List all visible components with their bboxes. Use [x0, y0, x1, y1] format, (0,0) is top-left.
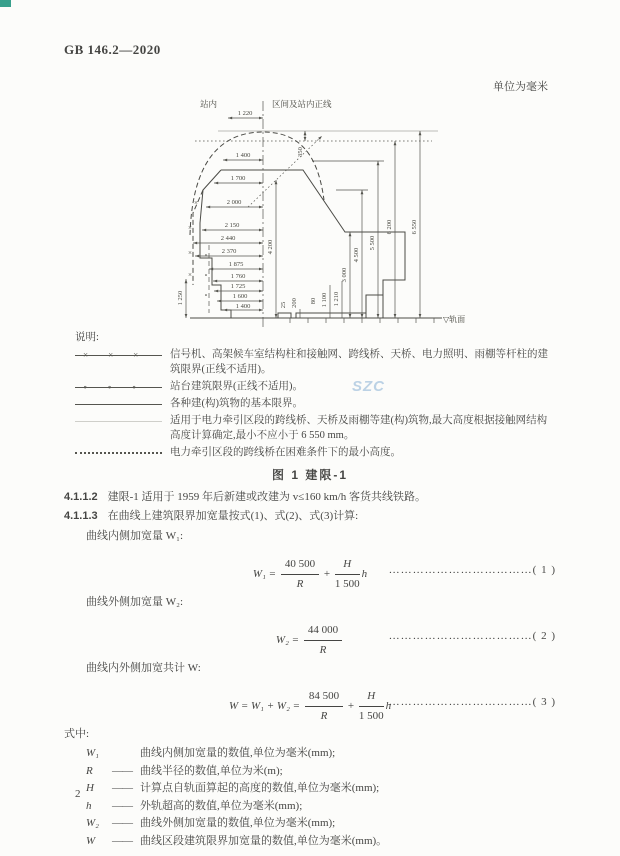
legend-text: 各种建(构)筑物的基本限界。 — [170, 398, 303, 409]
dim-350-label: 350 — [297, 147, 304, 157]
definition-dash: —— — [112, 764, 132, 777]
legend-text: 适用于电力牵引区段的跨线桥、天桥及雨棚等建(构)筑物,最大高度根据接触网结构高度计算确定,最小不应小于 6 550 mm。 — [170, 415, 548, 441]
legend-text: 电力牵引区段的跨线桥在困难条件下的最小高度。 — [170, 447, 401, 458]
gauge-diagram — [100, 95, 500, 335]
definition-row — [86, 763, 556, 781]
step-block-right — [366, 280, 383, 318]
reference-lines — [190, 101, 442, 327]
dim-1725-label: 1 725 — [230, 283, 246, 290]
clause-text: 建限-1 适用于 1959 年后新建或改建为 v≤160 km/h 客货共线铁路。 — [107, 491, 426, 503]
o-markers — [205, 253, 208, 299]
formula-1-row — [64, 554, 556, 590]
legend-sample-o-line — [75, 380, 170, 394]
formula-3: W = W₁ + W₂ = $\frac{84 500}{R}$ + $\frac{H}{1 500}$ h — [228, 690, 392, 722]
definition-dash: —— — [112, 817, 132, 829]
legend — [75, 330, 553, 462]
formula-2-row — [64, 620, 556, 656]
where-label: 式中: — [64, 728, 90, 740]
definition-text: 计算点自轨面算起的高度的数值,单位为毫米(mm); — [140, 782, 380, 794]
svg-text:×: × — [188, 271, 192, 279]
dim-3000-label: 3 000 — [341, 267, 348, 283]
dim-25-label: 25 — [280, 301, 287, 309]
dim-6550-label: 6 550 — [411, 219, 418, 235]
dim-2370-label: 2 370 — [221, 248, 237, 255]
definition-symbol: W₂ — [86, 817, 99, 829]
definition-text: 曲线内侧加宽量的数值,单位为毫米(mm); — [140, 747, 336, 759]
definition-symbol: H — [86, 782, 94, 794]
dim-200-label: 200 — [291, 298, 298, 308]
legend-title: 说明: — [75, 332, 99, 343]
definition-row — [86, 815, 556, 833]
definition-dash: —— — [112, 834, 132, 847]
o-line-marks: ∘∘∘ — [83, 382, 157, 392]
legend-sample-gray-line — [75, 414, 170, 428]
formula-3-row — [64, 686, 556, 722]
definitions-list — [86, 745, 556, 850]
definition-text: 曲线外侧加宽量的数值,单位为毫米(mm); — [140, 817, 336, 829]
dim-5500-label: 5 500 — [369, 235, 376, 251]
definition-row — [86, 833, 556, 851]
unit-note: 单位为毫米 — [493, 81, 548, 93]
svg-text:∘: ∘ — [204, 253, 208, 259]
label-section-mainline: 区间及站内正线 — [272, 99, 332, 109]
formula-1-tag: ………………………………( 1 ) — [388, 564, 556, 576]
svg-text:∘: ∘ — [204, 293, 208, 299]
dim-2440-label: 2 440 — [220, 235, 236, 242]
svg-text:∘: ∘ — [204, 273, 208, 279]
clause-number: 4.1.1.3 — [64, 510, 98, 522]
rail-ticks — [290, 318, 434, 323]
dim-1875-label: 1 875 — [228, 261, 244, 268]
doc-number: GB 146.2—2020 — [64, 42, 161, 57]
label-in-station: 站内 — [200, 99, 218, 109]
dim-1220-label: 1 220 — [237, 110, 253, 117]
svg-text:×: × — [188, 224, 192, 232]
dim-1700-label: 1 700 — [230, 175, 246, 182]
basic-limit-contour-right — [221, 170, 405, 318]
dim-1760-label: 1 760 — [230, 273, 246, 280]
scan-corner-artifact — [0, 0, 11, 7]
definition-symbol: W₁ — [86, 747, 99, 759]
definition-row — [86, 798, 556, 816]
dim-4500-label: 4 500 — [353, 247, 360, 263]
dim-1400-label: 1 400 — [235, 152, 251, 159]
legend-sample-dotted-line — [75, 446, 170, 460]
dim-4200-label: 4 200 — [267, 239, 274, 255]
definition-text: 曲线半径的数值,单位为米(m); — [140, 764, 283, 777]
scan-watermark: SZC — [352, 378, 385, 395]
legend-item-platform-limit — [75, 379, 553, 394]
legend-sample-solid-line — [75, 397, 170, 411]
dim-1250-label: 1 250 — [177, 290, 184, 306]
lead-total-widening: 曲线内外侧加宽共计 W: — [86, 662, 201, 674]
diagonal-dotted-line — [248, 136, 322, 207]
lead-outer-widening: 曲线外侧加宽量 W₂: — [86, 596, 184, 608]
legend-item-pole-limit — [75, 347, 553, 377]
definition-text: 外轨超高的数值,单位为毫米(mm); — [140, 799, 303, 812]
figure-caption: 图 1 建限-1 — [271, 468, 348, 482]
definition-dash — [112, 745, 140, 763]
dim-6200-label: 6 200 — [386, 219, 393, 235]
rail-surface-label: ▽轨面 — [443, 315, 466, 324]
definition-dash: —— — [112, 799, 132, 812]
x-line-marks: ××× — [83, 350, 159, 360]
lead-inner-widening: 曲线内侧加宽量 W₁: — [86, 530, 184, 542]
body-text — [64, 489, 556, 850]
dim-1100-label: 1 100 — [321, 292, 328, 308]
dim-1600-label: 1 600 — [232, 293, 248, 300]
dim-1400-bottom-label: 1 400 — [235, 303, 251, 310]
formula-3-tag: ………………………………( 3 ) — [388, 696, 556, 708]
height-dimensions — [177, 131, 420, 318]
legend-item-electric-max — [75, 413, 553, 443]
definition-text: 曲线区段建筑限界加宽量的数值,单位为毫米(mm)。 — [140, 834, 388, 847]
gauge-diagram-svg — [100, 95, 500, 335]
clause-4112 — [64, 489, 556, 506]
svg-text:×: × — [194, 199, 198, 207]
definition-row — [86, 780, 556, 798]
formula-1: W₁ = $\frac{40 500}{R}$ + $\frac{H}{1 500}$ h — [252, 558, 368, 590]
formula-2: W₂ = $\frac{44 000}{R}$ — [276, 622, 344, 659]
page-number: 2 — [75, 788, 81, 800]
legend-sample-x-line — [75, 348, 170, 362]
formula-2-tag: ………………………………( 2 ) — [388, 630, 556, 642]
dim-1210-label: 1 210 — [333, 291, 340, 307]
dim-2150-label: 2 150 — [224, 222, 240, 229]
svg-text:×: × — [188, 249, 192, 257]
bottom-notch — [278, 313, 291, 318]
width-dimensions — [193, 110, 263, 310]
legend-item-basic-limit — [75, 396, 553, 411]
clause-text: 在曲线上建筑限界加宽量按式(1)、式(2)、式(3)计算: — [107, 510, 359, 522]
clause-number: 4.1.1.2 — [64, 491, 98, 503]
legend-item-electric-min — [75, 445, 553, 460]
definition-row — [86, 745, 556, 763]
definition-dash: —— — [112, 782, 132, 794]
gauge-outline — [188, 132, 405, 318]
legend-text: 站台建筑限界(正线不适用)。 — [170, 381, 303, 392]
dim-80-label: 80 — [310, 297, 317, 305]
definition-symbol: R — [86, 764, 93, 777]
dim-2000-label: 2 000 — [226, 199, 242, 206]
definition-symbol: h — [86, 799, 92, 812]
legend-text: 信号机、高架候车室结构柱和接触网、跨线桥、天桥、电力照明、雨棚等杆柱的建筑限界(正线不适用)。 — [170, 349, 548, 375]
definition-symbol: W — [86, 834, 96, 847]
clause-4113 — [64, 508, 556, 525]
